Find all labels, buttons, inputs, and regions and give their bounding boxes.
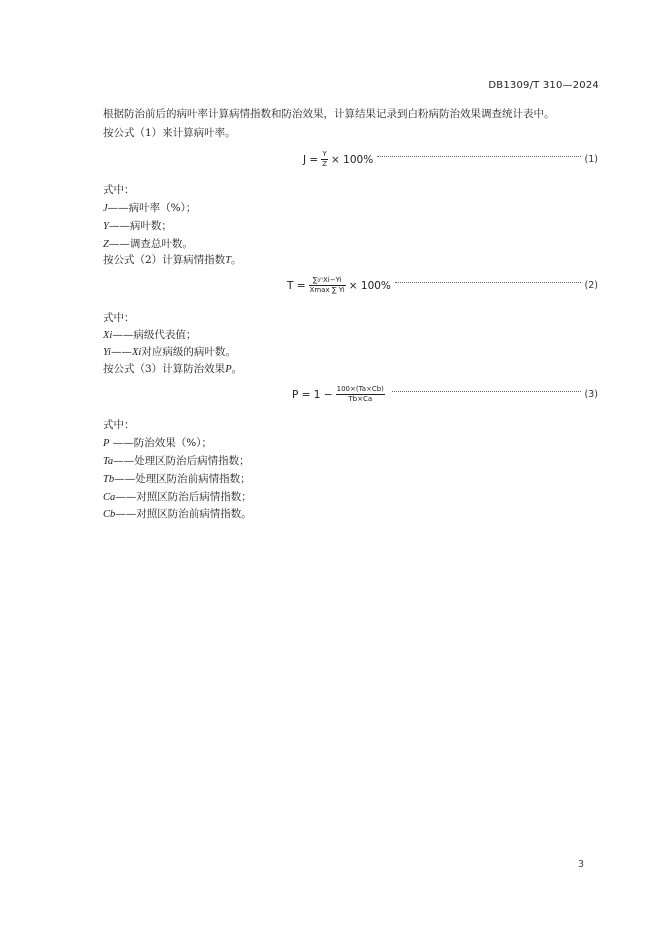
leader-dots bbox=[377, 156, 580, 157]
formula-2 bbox=[103, 276, 598, 295]
variable-symbol: J bbox=[103, 203, 108, 214]
where-1-item bbox=[103, 201, 196, 216]
formula-2-rhs: × 100% bbox=[348, 279, 391, 292]
formula-3-expression bbox=[292, 385, 388, 404]
formula-3 bbox=[103, 385, 598, 404]
where-3-item bbox=[103, 490, 252, 505]
where-3-item bbox=[103, 454, 250, 469]
intro-line-1: 根据防治前后的病叶率计算病情指数和防治效果，计算结果记录到白粉病防治效果调查统计表中。 bbox=[103, 108, 555, 120]
variable-description: ——处理区防治后病情指数； bbox=[113, 455, 250, 467]
variable-description: ——防治效果（%）； bbox=[109, 437, 212, 449]
formula-1 bbox=[103, 150, 598, 169]
variable-description: 对应病级的病叶数。 bbox=[141, 346, 236, 358]
where-1-item bbox=[103, 237, 193, 252]
where-1-heading: 式中： bbox=[103, 184, 135, 196]
variable-symbol: P bbox=[103, 438, 110, 449]
step-3-text bbox=[103, 362, 242, 377]
variable-dash: —— bbox=[110, 346, 132, 358]
variable-description: ——调查总叶数。 bbox=[108, 238, 193, 250]
where-2-heading: 式中： bbox=[103, 312, 135, 324]
where-2-item bbox=[103, 345, 236, 360]
leader-dots bbox=[395, 282, 581, 283]
intro-line-2: 按公式（1）来计算病叶率。 bbox=[103, 127, 236, 139]
variable-description: ——病叶率（%）； bbox=[107, 202, 197, 214]
document-code: DB1309/T 310—2024 bbox=[488, 80, 599, 91]
formula-3-numerator: 100×(Ta×Cb) bbox=[336, 385, 384, 393]
formula-2-expression bbox=[287, 276, 391, 295]
formula-1-expression bbox=[303, 150, 373, 169]
where-1-item bbox=[103, 219, 172, 234]
formula-3-number: (3) bbox=[584, 389, 598, 400]
variable-description: ——对照区防治前病情指数。 bbox=[115, 508, 252, 520]
formula-1-denominator: Z bbox=[322, 160, 328, 168]
variable-symbol: Yi bbox=[103, 347, 111, 358]
step-3-prefix: 按公式（3）计算防治效果 bbox=[103, 363, 226, 375]
variable-description: ——病叶数； bbox=[108, 220, 172, 232]
variable-symbol: Z bbox=[103, 239, 109, 250]
step-2-text bbox=[103, 253, 242, 268]
where-3-item bbox=[103, 472, 251, 487]
formula-1-number: (1) bbox=[584, 154, 598, 165]
step-3-suffix: 。 bbox=[231, 363, 243, 375]
page-number: 3 bbox=[577, 859, 584, 870]
formula-2-number: (2) bbox=[584, 280, 598, 291]
variable-symbol: Tb bbox=[103, 474, 115, 485]
formula-3-denominator: Tb×Ca bbox=[348, 395, 373, 403]
formula-3-fraction bbox=[336, 385, 385, 404]
variable-symbol: T bbox=[225, 255, 232, 266]
step-2-suffix: 。 bbox=[231, 254, 242, 266]
variable-symbol: Ta bbox=[103, 456, 114, 467]
variable-symbol: Xi bbox=[103, 330, 113, 341]
formula-2-lhs: T = bbox=[287, 279, 306, 292]
leader-dots bbox=[392, 391, 581, 392]
variable-symbol: Xi bbox=[131, 347, 142, 358]
variable-symbol: Cb bbox=[103, 509, 116, 520]
formula-2-fraction bbox=[309, 276, 346, 295]
formula-2-numerator: ∑₀ⁿXi−Yi bbox=[312, 276, 342, 284]
where-3-item bbox=[103, 436, 212, 451]
formula-1-numerator: Y bbox=[322, 150, 327, 158]
variable-description: ——对照区防治后病情指数； bbox=[115, 491, 252, 503]
where-3-heading: 式中： bbox=[103, 419, 135, 431]
variable-description: ——病级代表值； bbox=[112, 329, 197, 341]
step-2-prefix: 按公式（2）计算病情指数 bbox=[103, 254, 226, 266]
variable-symbol: P bbox=[225, 364, 232, 375]
formula-1-lhs: J = bbox=[303, 153, 319, 166]
formula-3-lhs: P = 1 − bbox=[292, 388, 333, 401]
variable-description: ——处理区防治前病情指数； bbox=[114, 473, 251, 485]
formula-1-fraction bbox=[321, 150, 328, 169]
variable-symbol: Y bbox=[103, 221, 109, 232]
variable-symbol: Ca bbox=[103, 492, 116, 503]
where-3-item bbox=[103, 507, 252, 522]
formula-2-denominator: Xmax ∑ Yi bbox=[309, 286, 345, 294]
where-2-item bbox=[103, 328, 196, 343]
formula-1-rhs: × 100% bbox=[331, 153, 374, 166]
